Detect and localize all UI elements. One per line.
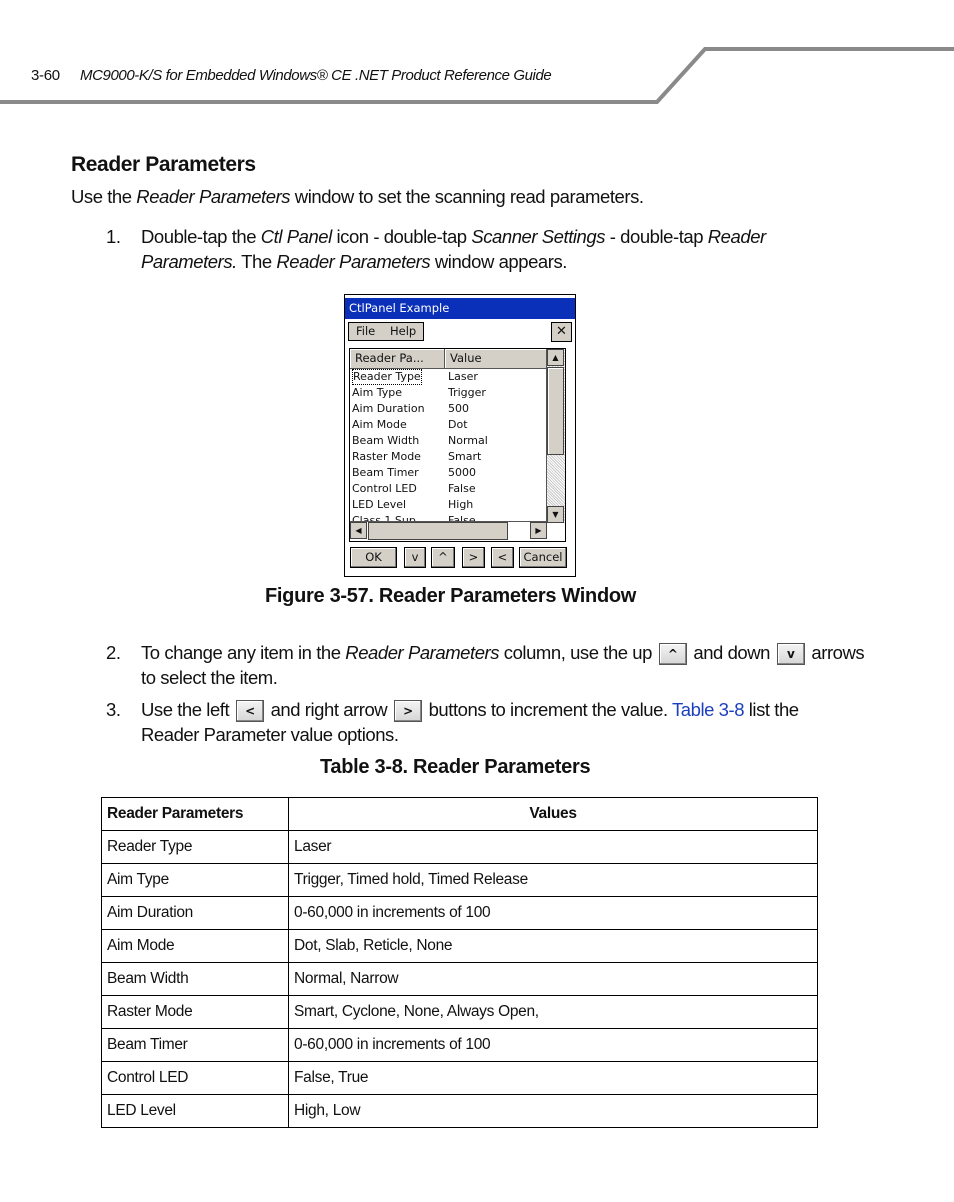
- intro-paragraph: Use the Reader Parameters window to set the scanning read parameters.: [71, 186, 644, 207]
- list-item-value: 500: [448, 402, 469, 415]
- table-cell-values: Laser: [289, 831, 818, 864]
- table-cell-values: High, Low: [289, 1095, 818, 1128]
- step-2-text: To change any item in the Reader Parameters column, use the up ^ and down v arrows to select the item.: [141, 642, 865, 689]
- list-item[interactable]: [350, 465, 546, 481]
- column-header-value[interactable]: Value: [445, 349, 547, 369]
- cancel-button[interactable]: Cancel: [519, 547, 567, 568]
- vertical-scrollbar[interactable]: [546, 349, 565, 523]
- table-cell-parameter: Control LED: [102, 1062, 289, 1095]
- guide-title: MC9000-K/S for Embedded Windows® CE .NET Product Reference Guide: [80, 67, 552, 84]
- list-item[interactable]: [350, 449, 546, 465]
- menu-bar: [348, 322, 424, 341]
- table-row: [102, 1095, 818, 1128]
- list-item[interactable]: [350, 385, 546, 401]
- list-item[interactable]: [350, 369, 546, 385]
- table-cell-values: Smart, Cyclone, None, Always Open,: [289, 996, 818, 1029]
- list-item-value: Normal: [448, 434, 488, 447]
- step-3-text: Use the left < and right arrow > buttons to increment the value. Table 3-8 list the Reader Parameter value options.: [141, 699, 799, 746]
- step-1-text: Double-tap the Ctl Panel icon - double-tap Scanner Settings - double-tap Reader Parameters. The Reader Parameters window appears.: [141, 226, 766, 272]
- horizontal-scrollbar[interactable]: [350, 521, 547, 541]
- step-1-number: 1.: [106, 226, 121, 247]
- list-item[interactable]: [350, 417, 546, 433]
- table-row: [102, 996, 818, 1029]
- table-header-parameters: Reader Parameters: [102, 798, 289, 831]
- down-button[interactable]: v: [404, 547, 426, 568]
- table-cell-parameter: Aim Type: [102, 864, 289, 897]
- scroll-down-arrow-icon[interactable]: ▼: [547, 506, 564, 523]
- list-item-value: Laser: [448, 370, 478, 383]
- list-item-value: Smart: [448, 450, 482, 463]
- table-cell-values: 0-60,000 in increments of 100: [289, 897, 818, 930]
- scroll-left-arrow-icon[interactable]: ◀: [350, 522, 367, 539]
- list-item[interactable]: [350, 433, 546, 449]
- reader-parameters-window: [344, 294, 576, 577]
- scroll-right-arrow-icon[interactable]: ▶: [530, 522, 547, 539]
- list-item-name: Beam Width: [352, 434, 420, 447]
- horizontal-scroll-thumb[interactable]: [368, 522, 508, 540]
- table-row: [102, 1062, 818, 1095]
- table-cell-parameter: Beam Width: [102, 963, 289, 996]
- list-item-value: False: [448, 482, 476, 495]
- table-cell-parameter: Raster Mode: [102, 996, 289, 1029]
- table-cell-parameter: Beam Timer: [102, 1029, 289, 1062]
- table-cell-parameter: LED Level: [102, 1095, 289, 1128]
- list-item-name: Beam Timer: [352, 466, 419, 479]
- list-item-name: Aim Duration: [352, 402, 425, 415]
- reader-parameters-table: [101, 797, 818, 1128]
- table-cell-values: Trigger, Timed hold, Timed Release: [289, 864, 818, 897]
- table-header-values: Values: [289, 798, 818, 831]
- close-button[interactable]: ✕: [551, 322, 572, 342]
- right-button[interactable]: >: [462, 547, 485, 568]
- table-row: [102, 930, 818, 963]
- section-title: Reader Parameters: [71, 153, 256, 176]
- ok-button[interactable]: OK: [350, 547, 397, 568]
- step-2-number: 2.: [106, 642, 121, 663]
- list-item-value: Dot: [448, 418, 468, 431]
- step-3-number: 3.: [106, 699, 121, 720]
- table-cell-values: Normal, Narrow: [289, 963, 818, 996]
- table-row: [102, 831, 818, 864]
- page-number: 3-60: [31, 67, 60, 84]
- list-item-name: Aim Mode: [352, 418, 407, 431]
- menu-file[interactable]: File: [356, 324, 376, 338]
- menu-help[interactable]: Help: [390, 324, 417, 338]
- list-item-name: Reader Type: [353, 370, 421, 383]
- down-arrow-icon: v: [777, 643, 805, 665]
- table-row: [102, 1029, 818, 1062]
- window-title: CtlPanel Example: [345, 298, 575, 319]
- table-cell-parameter: Reader Type: [102, 831, 289, 864]
- table-row: [102, 963, 818, 996]
- table-cell-parameter: Aim Mode: [102, 930, 289, 963]
- table-link[interactable]: Table 3-8: [672, 699, 745, 720]
- table-row: [102, 864, 818, 897]
- table-body: [102, 831, 818, 1128]
- table-cell-values: Dot, Slab, Reticle, None: [289, 930, 818, 963]
- list-item-value: Trigger: [448, 386, 486, 399]
- left-button[interactable]: <: [491, 547, 514, 568]
- table-row: [102, 897, 818, 930]
- list-item-value: 5000: [448, 466, 476, 479]
- table-cell-values: False, True: [289, 1062, 818, 1095]
- up-button[interactable]: ^: [431, 547, 455, 568]
- left-arrow-icon: <: [236, 700, 264, 722]
- header-rule: [0, 0, 954, 110]
- table-header-row: [102, 798, 818, 831]
- parameters-list[interactable]: [349, 348, 566, 542]
- list-item-name: Control LED: [352, 482, 417, 495]
- vertical-scroll-thumb[interactable]: [547, 367, 564, 455]
- right-arrow-icon: >: [394, 700, 422, 722]
- scroll-up-arrow-icon[interactable]: ▲: [547, 349, 564, 366]
- table-cell-values: 0-60,000 in increments of 100: [289, 1029, 818, 1062]
- list-item[interactable]: [350, 481, 546, 497]
- list-item-name: Raster Mode: [352, 450, 421, 463]
- list-item[interactable]: [350, 497, 546, 513]
- figure-caption: Figure 3-57. Reader Parameters Window: [265, 585, 637, 607]
- list-item-name: Aim Type: [352, 386, 403, 399]
- list-item[interactable]: [350, 401, 546, 417]
- table-cell-parameter: Aim Duration: [102, 897, 289, 930]
- list-item-value: High: [448, 498, 474, 511]
- table-caption: Table 3-8. Reader Parameters: [320, 756, 591, 778]
- column-header-name[interactable]: Reader Pa...: [350, 349, 445, 369]
- up-arrow-icon: ^: [659, 643, 687, 665]
- list-item-name: LED Level: [352, 498, 407, 511]
